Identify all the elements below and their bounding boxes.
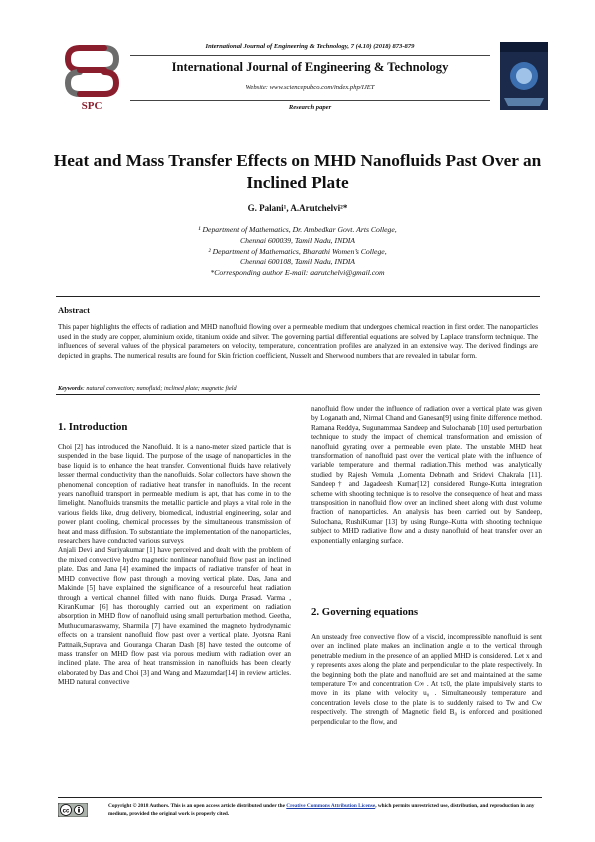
- introduction-right-column: [311, 405, 542, 546]
- paragraph: Choi [2] has introduced the Nanofluid. It is a nano-meter sized particle that is suspended in the base liquid. The purpose of the usage of nanoparticles in the base liquid is to enhance the heat transfer. Conventional fluids have relatively lesser thermal conductivity than the nanofluids. Solar collectors have shown the phenomenal conception of radiative heat transfer in nanofluids. In the recent years nanofluid transport in permeable medium is apt, that has come in to the limelight. Nanofluids transmits the metallic particle and plays a vital role in the various fields like, drug delivery, biomedical, industrial engineering, solar and power plant cooling, chemical processes by the simultaneous transmission of heat and mass diffusion. To substantiate the implementation of the nanoparticles, researchers have conducted various surveys: [58, 443, 291, 546]
- paragraph: Anjali Devi and Suriyakumar [1] have perceived and dealt with the problem of the mixed convective hydro magnetic nonlinear nanofluid flow past an inclined plate. Das and Jana [4] examined the impacts of radiative transfer of heat in MHD convective flow past through a moving vertical plate. Das, Jana and Makinde [5] have explained the significance of a resourceful heat radiation through a vertical channel filled with nano fluids. Durga Prasad. Varma , KiranKumar [6] has thoroughly carried out an experiment on radiation absorption in MHD flow of nanofluid using small perturbation method. Geetha, Muthucumaraswamy, Sharmila [7] have examined the magneto hydrodynamic effects on a transient nanofluid flow past over a vertical plate. Jyotsna Rani Pattnaik,Suprava and Gouranga Charan Dash [8] have tested the outcome of mass transfer on MHD flow past via porous medium with radiation over an inclined plate. The area of heat transmission in nanofluids has been clearly elaborated by Das and Choi [3] and Wang and Mazumdar[14] in review articles. MHD natural convective: [58, 546, 291, 687]
- abstract-rule-bottom: [56, 394, 540, 395]
- keywords-list: : natural convection; nanofluid; inclined plate; magnetic field: [82, 385, 237, 392]
- affiliation-line: Chennai 600108, Tamil Nadu, INDIA: [239, 257, 356, 267]
- abstract-heading: Abstract: [58, 305, 90, 315]
- header-rule-bottom: [130, 100, 490, 101]
- header-rule-top: [130, 55, 490, 56]
- copyright-lead: Copyright © 2018 Authors. This is an open access article distributed under the: [108, 803, 287, 809]
- copyright-tail: , which permits unrestricted use, distribution, and reproduction in any medium, provided the original work is properly cited.: [108, 803, 535, 817]
- footer-rule: [58, 797, 542, 798]
- journal-citation: International Journal of Engineering & Technology, 7 (4.10) (2018) 873-879: [205, 43, 415, 50]
- abstract-rule-top: [56, 296, 540, 297]
- keywords-label: Keywords: [58, 385, 83, 392]
- paper-type: Research paper: [288, 104, 332, 111]
- paragraph: An unsteady free convective flow of a viscid, incompressible nanofluid is sent over an inclined plate makes an inclination angle α to the vertical through penetrable medium in the presence of an applied MHD is considered. Let x and y represents axes along the plate and perpendicular to the plate respectively. In the beginning both the plate and nanofluid are set and maintained at the same temperature T∞ and concentration C∞ . At t≤0, the plate impulsively starts to move in its plane with velocity u₀ . Simultaneously temperature and concentration levels close to the plate is to suddenly raised to Tw and Cw respectively. The strength of Magnetic field B₀ is enforced and positioned perpendicular to the flow, and: [311, 633, 542, 726]
- introduction-left-column: [58, 443, 291, 688]
- keywords: [58, 385, 538, 392]
- journal-website: Website: www.sciencepubco.com/index.php/IJET: [245, 84, 375, 91]
- abstract-text: This paper highlights the effects of radiation and MHD nanofluid flowing over a permeable medium that undergoes chemical reaction in first order. The nanoparticles used in the study are copper, aluminium oxide, titanium oxide and silver. The governing partial differential equations are solved by Laplace transform technique. The influences of several values of the physical parameters on velocity, temperature, concentration profiles are analyzed in an extensive way. The derived findings are depicted in graphs. The numerical results are found for Skin friction coefficient, Nusselt and Sherwood numbers that are revealed in tabular form.: [58, 323, 538, 360]
- creative-commons-icon: [58, 803, 88, 817]
- section-heading-governing-equations: 2. Governing equations: [311, 606, 419, 618]
- journal-name: International Journal of Engineering & Technology: [171, 60, 449, 74]
- journal-cover-image: [500, 42, 548, 110]
- section-heading-introduction: 1. Introduction: [58, 421, 128, 433]
- publisher-logo: [58, 42, 126, 114]
- affiliation-line: ¹ Department of Mathematics, Dr. Ambedkar Govt. Arts College,: [198, 225, 397, 234]
- affiliation-line: ² Department of Mathematics, Bharathi Women’s College,: [208, 246, 387, 256]
- publisher-name: SPC: [81, 100, 103, 112]
- governing-equations-text: [311, 633, 542, 727]
- paragraph: nanofluid flow under the influence of radiation over a vertical plate was given by Loganath and, Nirmal Chand and Ganesan[9] using finite difference method. Ramana Reddya, Sugunammaa Sandeep and Sulochanab [10] used perturbation technique to study the impact of chemical transformation and emission of nanofluid gyrating over a permeable even plate. The unstable MHD heat transformation of nanofluid past over the vertical plate with the influence of variable temperature and thermal radiation.This method was analytically studied by Rajesh Vemula ,Lomenta Debnath and Sridevi Chakrala [11]. Sandeep† and Jagadeesh Kumar[12] considered Runge-Kutta integration scheme with shooting technique is to resolve the consequence of heat and mass transposition in nanofluid flow over an inclined sheet along with dust volume fraction of nanoparticles. An analysis has been carried out by Sandeep, Sulochana, RushiKumar [13] by using Runge–Kutta with shooting technique subject to MHD radiative flow and a dusty nanofluid of heat transfer over an exponentially enlarging surface.: [311, 405, 542, 545]
- affiliation-line: Chennai 600039, Tamil Nadu, INDIA: [239, 235, 356, 245]
- authors: G. Palani¹, A.Arutchelvi²*: [247, 203, 348, 213]
- copyright-notice: [108, 802, 542, 818]
- affiliations: [150, 225, 445, 279]
- paper-title: Heat and Mass Transfer Effects on MHD Nanofluids Past Over an Inclined Plate: [53, 151, 542, 192]
- svg-text:cc: cc: [62, 808, 70, 815]
- license-link[interactable]: Creative Commons Attribution License: [286, 803, 376, 809]
- corresponding-author: *Corresponding author E-mail: aarutchelvi@gmail.com: [210, 268, 385, 278]
